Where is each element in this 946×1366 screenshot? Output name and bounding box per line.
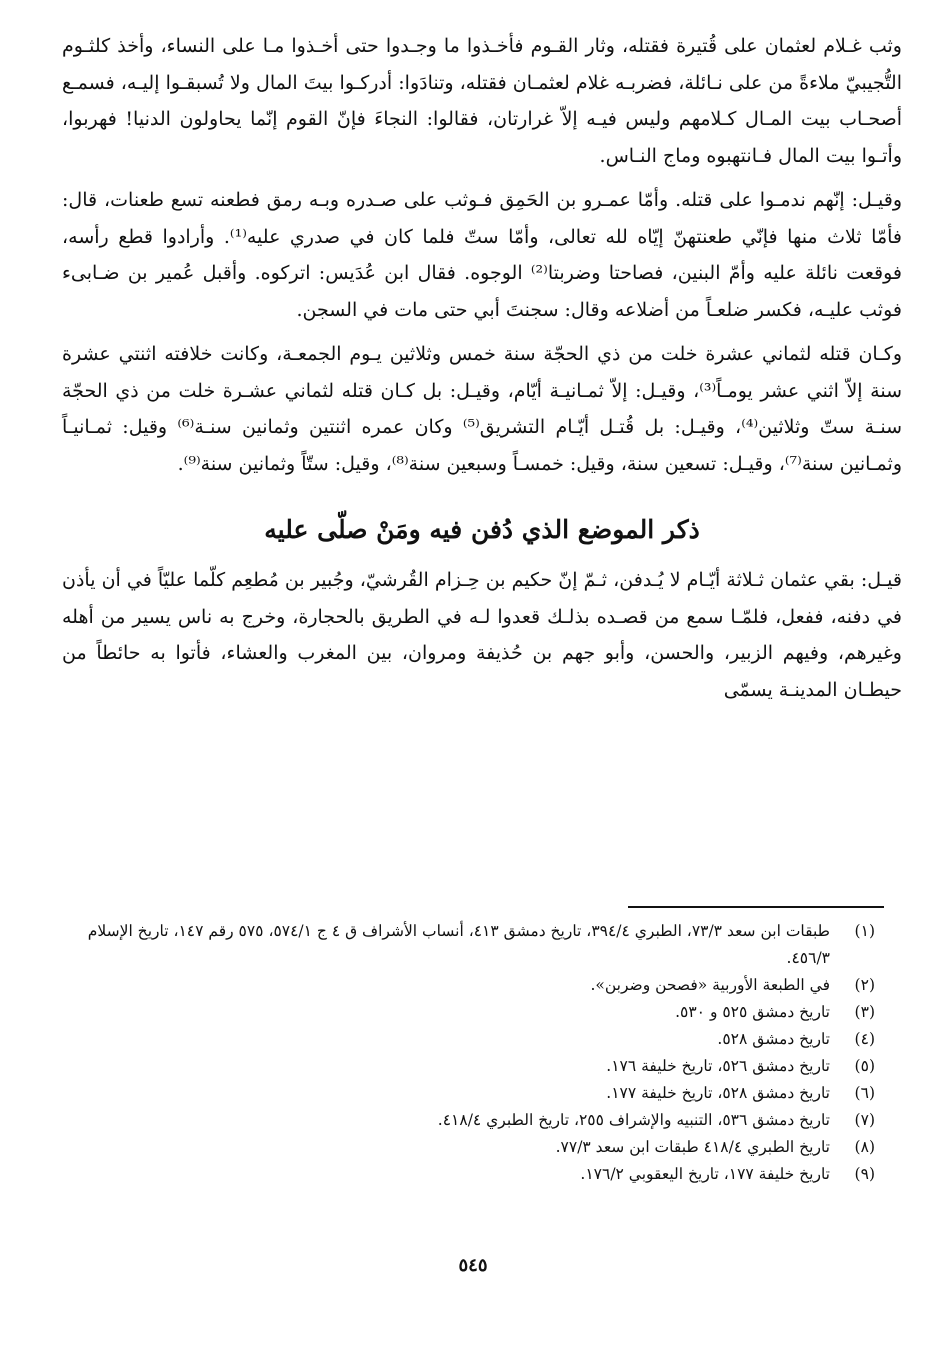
footnote-8 <box>80 1134 875 1161</box>
footnote-number: (٦) <box>854 1084 875 1102</box>
footnote-text: تاريخ خليفة ١٧٧، تاريخ اليعقوبي ١٧٦/٢. <box>580 1165 830 1183</box>
footnote-9 <box>80 1161 875 1188</box>
footnote-text: طبقات ابن سعد ٧٣/٣، الطبري ٣٩٤/٤، تاريخ دمشق ٤١٣، أنساب الأشراف ق ٤ ج ٥٧٤/١، ٥٧٥ رقم ١٤٧، تاريخ الإسلام ٤٥٦/٣. <box>87 922 830 967</box>
footnote-3 <box>80 999 875 1026</box>
footnote-number: (١) <box>854 922 875 940</box>
footnote-number: (٤) <box>854 1030 875 1048</box>
footnote-2 <box>80 972 875 999</box>
footnote-number: (٢) <box>854 976 875 994</box>
footnote-5 <box>80 1053 875 1080</box>
footnote-number: (٣) <box>854 1003 875 1021</box>
footnote-number: (٨) <box>854 1138 875 1156</box>
footnote-text: تاريخ دمشق ٥٣٦، التنبيه والإشراف ٢٥٥، تاريخ الطبري ٤١٨/٤. <box>437 1111 830 1129</box>
section-heading: ذكر الموضع الذي دُفن فيه ومَنْ صلّى عليه <box>264 515 700 544</box>
main-text <box>62 28 902 708</box>
footnote-6 <box>80 1080 875 1107</box>
footnote-text: تاريخ دمشق ٥٢٦، تاريخ خليفة ١٧٦. <box>606 1057 830 1075</box>
footnote-number: (٧) <box>854 1111 875 1129</box>
footnotes <box>80 918 875 1188</box>
footnote-divider <box>628 906 884 908</box>
paragraph-2: وقيـل: إنّهم ندمـوا على قتله. وأمّا عمـرو بن الحَمِق فـوثب على صـدره وبـه رمق فطعنه تسع طعنات، قال: فأمّا ثلاث منها فإنّي طعنتهنّ إيّاه لله تعالى، وأمّا ستّ فلما كان في صدري عليه⁽¹⁾. وأرادوا قطع رأسه، فوقعت نائلة عليه وأمّ البنين، فصاحتا وضربتا⁽²⁾ الوجوه. فقال ابن عُدَيس: اتركوه. وأقبل عُمير بن ضـابىء فوثب عليـه، فكسر ضلعـاً من أضلاعه وقال: سجنتَ أبي حتى مات في السجن. <box>62 189 902 321</box>
footnote-4 <box>80 1026 875 1053</box>
footnote-1 <box>80 918 875 972</box>
page-number: ٥٤٥ <box>458 1255 488 1276</box>
paragraph-4: قيـل: بقي عثمان ثـلاثة أيّـام لا يُـدفن، ثـمّ إنّ حكيم بن حِـزام القُرشيّ، وجُبير بن مُطعِم كلّما عليّاً في أن يأذن في دفنه، ففعل، فلمّـا سمع من قصـده بذلـك قعدوا لـه في الطريق بالحجارة، وخرج به ناس يسير من أهله وغيرهم، وفيهم الزبير، والحسن، وأبو جهم بن حُذيفة ومروان، بين المغرب والعشاء، فأتوا به حائطاً من حيطـان المدينـة يسمّى <box>62 569 902 701</box>
footnote-text: تاريخ دمشق ٥٢٨، تاريخ خليفة ١٧٧. <box>606 1084 830 1102</box>
footnote-7 <box>80 1107 875 1134</box>
footnote-text: تاريخ دمشق ٥٢٥ و ٥٣٠. <box>675 1003 830 1021</box>
footnote-text: تاريخ دمشق ٥٢٨. <box>717 1030 830 1048</box>
footnote-number: (٥) <box>854 1057 875 1075</box>
footnote-text: في الطبعة الأوربية «فصحن وضربن». <box>590 976 830 994</box>
paragraph-3: وكـان قتله لثماني عشرة خلت من ذي الحجّة سنة خمس وثلاثين يـوم الجمعـة، وكانت خلافته اثنتي عشرة سنة إلاّ اثني عشر يومـاً⁽³⁾، وقيـل: إلاّ ثمـانيـة أيّام، وقيـل: بل كـان قتله لثماني عشـرة خلت من ذي الحجّة سنـة ستّ وثلاثين⁽⁴⁾، وقيـل: بل قُتـل أيّـام التشريق⁽⁵⁾ وكان عمره اثنتين وثمانين سنـة⁽⁶⁾ وقيل: ثمـانيـاً وثمـانين سنة⁽⁷⁾، وقيـل: تسعين سنة، وقيل: خمسـاً وسبعين سنة⁽⁸⁾، وقيل: ستّاً وثمانين سنة⁽⁹⁾. <box>62 343 903 475</box>
footnote-number: (٩) <box>854 1165 875 1183</box>
footnote-text: تاريخ الطبري ٤١٨/٤ طبقات ابن سعد ٧٧/٣. <box>555 1138 830 1156</box>
paragraph-1: وثب غـلام لعثمان على قُتيرة فقتله، وثار القـوم فأخـذوا ما وجـدوا حتى أخـذوا مـا على النساء، وأخذ كلثـوم التُّجيبيّ ملاءةً من على نـائلة، فضربـه غلام لعثمـان فقتله، وتنادَوا: أدركـوا بيتَ المال ولا تُسبقـوا إليـه، فسمـع أصحـاب بيت المـال كـلامهم وليس فيـه إلاّ غرارتان، فقالوا: النجاءَ فإنّ القوم إنّما يحاولون الدنيا! فهربوا، وأتـوا بيت المال فـانتهبوه وماج النـاس. <box>62 35 902 167</box>
